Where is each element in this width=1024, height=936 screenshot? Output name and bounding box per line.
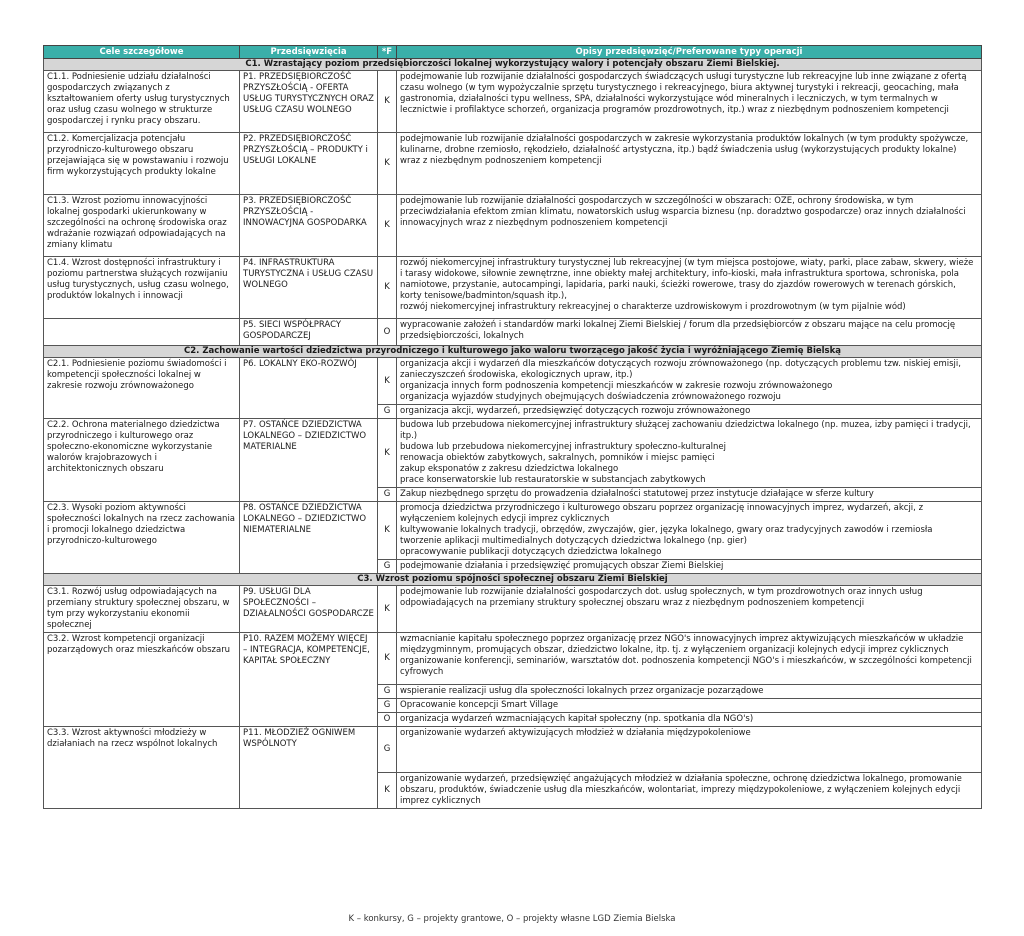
description-line: budowa lub przebudowa niekomercyjnej infrastruktury służącej zachowaniu dziedzictwa lokalnego (np. muzea, izby pamięci i tradycji, itp.) [400, 420, 971, 441]
description-line: wypracowanie założeń i standardów marki lokalnej Ziemi Bielskiej / forum dla przedsiębiorców z obszaru mające na celu promocję przedsiębiorczości, lokalnych [400, 320, 956, 341]
goal-cell: C1.1. Podniesienie udziału działalności gospodarczych związanych z kształtowaniem oferty usług turystycznych oraz usług czasu wolnego w strukturze gospodarczej i rynku pracy obszaru. [44, 71, 240, 133]
form-type-cell: G [378, 699, 397, 713]
description-line: podejmowanie lub rozwijanie działalności gospodarczych w szczególności w obszarach: OZE, ochrony środowiska, w tym przeciwdziałania efektom zmian klimatu, nowatorskich usług wsparcia biznesu (np. doradztwo gospodarcze) oraz innych działalności innowacyjnych wraz z niezbędnym podnoszeniem kompetencji [400, 196, 966, 228]
description-line: rozwój niekomercyjnej infrastruktury turystycznej lub rekreacyjnej (w tym miejsca postojowe, wiaty, parki, place zabaw, skwery, wieże i tarasy widokowe, siłownie zewnętrzne, inne obiekty małej architektury, info-kioski, mała infrastruktura sportowa, schroniska, pola namiotowe, przystanie, autocampingi, lapidaria, parki nauki, ścieżki rowerowe, trasy do zjazdów rowerowych w terenach górskich, korty tenisowe/badminton/squash itp.), [400, 258, 974, 301]
section-title: C3. Wzrost poziomu spójności społecznej obszaru Ziemi Bielskiej [44, 574, 982, 586]
form-type-cell: K [378, 586, 397, 633]
description-cell: Opracowanie koncepcji Smart Village [397, 699, 982, 713]
description-line: kultywowanie lokalnych tradycji, obrzędów, zwyczajów, gier, języka lokalnego, gwary oraz tradycyjnych zawodów i rzemiosła [400, 525, 933, 535]
description-line: tworzenie aplikacji multimedialnych dotyczących dziedzictwa lokalnego (np. gier) [400, 536, 747, 546]
table-row [44, 727, 982, 773]
form-type-cell: K [378, 502, 397, 560]
description-cell [397, 71, 982, 133]
table-row [44, 257, 982, 319]
venture-cell: P6. LOKALNY EKO-ROZWÓJ [240, 358, 378, 419]
form-type-cell: O [378, 319, 397, 346]
table-header-row [44, 46, 982, 59]
goal-cell: C2.3. Wysoki poziom aktywności społeczności lokalnych na rzecz zachowania i promocji lokalnego dziedzictwa przyrodniczo-kulturowego [44, 502, 240, 574]
goal-cell: C1.4. Wzrost dostępności infrastruktury i poziomu partnerstwa służących rozwijaniu usług turystycznych, usług czasu wolnego, produktów lokalnych i innowacji [44, 257, 240, 319]
form-type-cell: K [378, 257, 397, 319]
form-type-cell: K [378, 419, 397, 488]
description-cell: organizowanie wydarzeń, przedsięwzięć angażujących młodzież w działania społeczne, ochronę dziedzictwa lokalnego, promowanie obszaru, produktów, świadczenie usług dla mieszkańców, wolontariat, imprezy międzypokoleniowe, z wyłączeniem kolejnych edycji imprez cyklicznych [397, 773, 982, 809]
header-form: *F [378, 46, 397, 59]
operations-table [43, 45, 982, 809]
description-line: prace konserwatorskie lub restauratorskie w substancjach zabytkowych [400, 475, 706, 485]
description-line: podejmowanie lub rozwijanie działalności gospodarczych dot. usług społecznych, w tym prozdrowotnych oraz innych usług odpowiadających na przemiany struktury społecznej obszaru wraz z niezbędnym podnoszeniem kompetencji [400, 587, 923, 608]
goal-cell: C3.1. Rozwój usług odpowiadających na przemiany struktury społecznej obszaru, w tym przy wykorzystaniu ekonomii społecznej [44, 586, 240, 633]
section-header-row [44, 574, 982, 586]
header-ventures: Przedsięwzięcia [240, 46, 378, 59]
goal-cell: C2.1. Podniesienie poziomu świadomości i kompetencji społeczności lokalnej w zakresie rozwoju zrównoważonego [44, 358, 240, 419]
description-cell [397, 133, 982, 195]
venture-cell: P1. PRZEDSIĘBIORCZOŚĆ PRZYSZŁOŚCIĄ - OFERTA USŁUG TURYSTYCZNYCH ORAZ USŁUG CZASU WOLNEGO [240, 71, 378, 133]
venture-cell: P3. PRZEDSIĘBIORCZOŚĆ PRZYSZŁOŚCIĄ - INNOWACYJNA GOSPODARKA [240, 195, 378, 257]
form-type-cell: K [378, 773, 397, 809]
form-type-cell: G [378, 560, 397, 574]
table-row [44, 419, 982, 488]
venture-cell: P11. MŁODZIEŻ OGNIWEM WSPÓLNOTY [240, 727, 378, 809]
description-line: wzmacnianie kapitału społecznego poprzez organizację przez NGO's innowacyjnych imprez aktywizujących mieszkańców w układzie międzygminnym, promujących obszar, dziedzictwo lokalne, itp. tj. z wyłączeniem organizacji kolejnych edycji imprez cyklicznych [400, 634, 964, 655]
goal-cell: C2.2. Ochrona materialnego dziedzictwa przyrodniczego i kulturowego oraz społeczno-ekonomiczne wykorzystanie walorów krajobrazowych i architektonicznych obszaru [44, 419, 240, 502]
description-cell: wspieranie realizacji usług dla społeczności lokalnych przez organizacje pozarządowe [397, 685, 982, 699]
form-type-cell: K [378, 633, 397, 685]
description-cell [397, 727, 982, 773]
section-header-row [44, 59, 982, 71]
form-type-cell: K [378, 358, 397, 405]
table-body [44, 59, 982, 809]
goal-cell: C3.3. Wzrost aktywności młodzieży w działaniach na rzecz wspólnot lokalnych [44, 727, 240, 809]
description-line: rozwój niekomercyjnej infrastruktury rekreacyjnej o charakterze uzdrowiskowym i prozdrowotnym (w tym pijalnie wód) [400, 302, 906, 312]
form-type-cell: K [378, 71, 397, 133]
description-cell: Zakup niezbędnego sprzętu do prowadzenia działalności statutowej przez instytucje działające w sferze kultury [397, 488, 982, 502]
description-cell: organizacja akcji, wydarzeń, przedsięwzięć dotyczących rozwoju zrównoważonego [397, 405, 982, 419]
table-row [44, 633, 982, 685]
table-row [44, 71, 982, 133]
section-title: C1. Wzrastający poziom przedsiębiorczości lokalnej wykorzystujący walory i potencjały obszaru Ziemi Bielskiej. [44, 59, 982, 71]
form-type-cell: G [378, 405, 397, 419]
description-line: podejmowanie lub rozwijanie działalności gospodarczych świadczących usługi turystyczne lub rekreacyjne lub inne związane z ofertą czasu wolnego (w tym wypożyczalnie sprzętu turystycznego i rekreacyjnego, biura aktywnej turystyki i rekreacji, geocaching, mała gastronomia, działalności typu wellness, SPA, działalności wykorzystujące wód mineralnych i leczniczych, w tym termalnych w lecznictwie i profilaktyce schorzeń, organizacja programów prozdrowotnych, itp.) wraz z niezbędnym podnoszeniem kompetencji [400, 72, 967, 115]
section-header-row [44, 346, 982, 358]
form-type-cell: K [378, 133, 397, 195]
description-line: organizowanie wydarzeń aktywizujących młodzież w działania międzypokoleniowe [400, 728, 751, 738]
footnote: K – konkursy, G – projekty grantowe, O – projekty własne LGD Ziemia Bielska [348, 914, 676, 924]
description-cell [397, 319, 982, 346]
description-line: podejmowanie lub rozwijanie działalności gospodarczych w zakresie wykorzystania produktów lokalnych (w tym produkty spożywcze, kulinarne, drobne rzemiosło, rękodzieło, działalność artystyczna, itp.) bądź świadczenia usług (wykorzystujących produkty lokalne) wraz z niezbędnym podnoszeniem kompetencji [400, 134, 969, 166]
table-row [44, 133, 982, 195]
venture-cell: P7. OSTAŃCE DZIEDZICTWA LOKALNEGO – DZIEDZICTWO MATERIALNE [240, 419, 378, 502]
venture-cell: P4. INFRASTRUKTURA TURYSTYCZNA i USŁUG CZASU WOLNEGO [240, 257, 378, 319]
form-type-cell: K [378, 195, 397, 257]
venture-cell: P9. USŁUGI DLA SPOŁECZNOŚCI – DZIAŁALNOŚCI GOSPODARCZE [240, 586, 378, 633]
goal-cell: C1.3. Wzrost poziomu innowacyjności lokalnej gospodarki ukierunkowany w szczególności na ochronę środowiska oraz wdrażanie rozwiązań odpowiadających na zmiany klimatu [44, 195, 240, 257]
header-descriptions: Opisy przedsięwzięć/Preferowane typy operacji [397, 46, 982, 59]
goal-cell [44, 319, 240, 346]
table-row [44, 502, 982, 560]
description-cell [397, 419, 982, 488]
table-row [44, 195, 982, 257]
header-goals: Cele szczegółowe [44, 46, 240, 59]
description-cell [397, 195, 982, 257]
venture-cell: P10. RAZEM MOŻEMY WIĘCEJ – INTEGRACJA, KOMPETENCJE, KAPITAŁ SPOŁECZNY [240, 633, 378, 727]
form-type-cell: G [378, 685, 397, 699]
document-page [43, 45, 981, 809]
description-cell: podejmowanie działania i przedsięwzięć promujących obszar Ziemi Bielskiej [397, 560, 982, 574]
description-cell [397, 358, 982, 405]
form-type-cell: G [378, 488, 397, 502]
form-type-cell: G [378, 727, 397, 773]
venture-cell: P2. PRZEDSIĘBIORCZOŚĆ PRZYSZŁOŚCIĄ – PRODUKTY i USŁUGI LOKALNE [240, 133, 378, 195]
description-cell [397, 257, 982, 319]
description-line: organizacja innych form podnoszenia kompetencji mieszkańców w zakresie rozwoju zrównoważonego [400, 381, 833, 391]
description-line: promocja dziedzictwa przyrodniczego i kulturowego obszaru poprzez organizację innowacyjnych imprez, wydarzeń, akcji, z wyłączeniem kolejnych edycji imprez cyklicznych [400, 503, 924, 524]
description-line: budowa lub przebudowa niekomercyjnej infrastruktury społeczno-kulturalnej [400, 442, 727, 452]
description-cell: organizacja wydarzeń wzmacniających kapitał społeczny (np. spotkania dla NGO's) [397, 713, 982, 727]
description-line: organizacja akcji i wydarzeń dla mieszkańców dotyczących rozwoju zrównoważonego (np. dotyczących problemu tzw. niskiej emisji, zanieczyszczeń środowiska, ekologicznych upraw, itp.) [400, 359, 961, 380]
table-row [44, 586, 982, 633]
description-line: renowacja obiektów zabytkowych, sakralnych, pomników i miejsc pamięci [400, 453, 715, 463]
goal-cell: C1.2. Komercjalizacja potencjału przyrodniczo-kulturowego obszaru przejawiająca się w powstawaniu i rozwoju firm wykorzystujących produkty lokalne [44, 133, 240, 195]
description-line: organizacja wyjazdów studyjnych obejmujących doświadczenia zrównoważonego rozwoju [400, 392, 781, 402]
description-line: organizowanie konferencji, seminariów, warsztatów dot. podnoszenia kompetencji NGO's i mieszkańców, w szczególności kompetencji cyfrowych [400, 656, 972, 677]
description-line: zakup eksponatów z zakresu dziedzictwa lokalnego [400, 464, 619, 474]
description-cell [397, 633, 982, 685]
form-type-cell: O [378, 713, 397, 727]
table-row [44, 358, 982, 405]
goal-cell: C3.2. Wzrost kompetencji organizacji pozarządowych oraz mieszkańców obszaru [44, 633, 240, 727]
venture-cell: P5. SIECI WSPÓŁPRACY GOSPODARCZEJ [240, 319, 378, 346]
description-cell [397, 586, 982, 633]
description-line: opracowywanie publikacji dotyczących dziedzictwa lokalnego [400, 547, 662, 557]
description-cell [397, 502, 982, 560]
venture-cell: P8. OSTAŃCE DZIEDZICTWA LOKALNEGO – DZIEDZICTWO NIEMATERIALNE [240, 502, 378, 574]
table-row [44, 319, 982, 346]
section-title: C2. Zachowanie wartości dziedzictwa przyrodniczego i kulturowego jako waloru tworzącego jakość życia i wyróżniającego Ziemię Bielską [44, 346, 982, 358]
